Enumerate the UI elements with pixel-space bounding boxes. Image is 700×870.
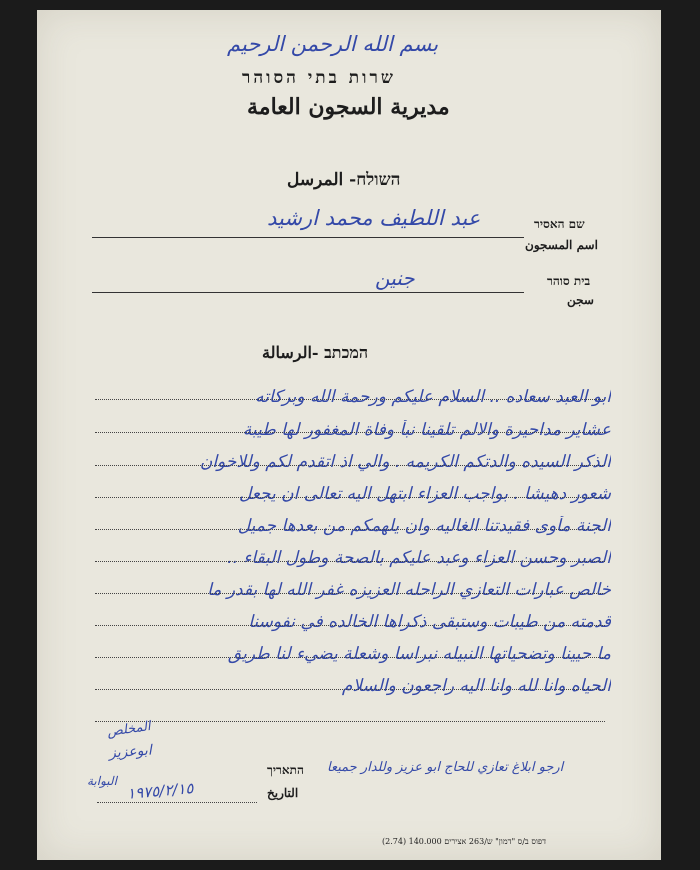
signature-name: ابوعزيز	[108, 742, 153, 762]
basmala-handwritten: بسم الله الرحمن الرحيم	[227, 32, 439, 56]
arabic-org-name: مديرية السجون العامة	[247, 94, 450, 120]
family-condolence-note: ارجو ابلاغ تعازي للحاج ابو عزيز وللدار جميعا	[327, 760, 564, 775]
prisoner-name-label-ar: اسم المسجون	[525, 238, 598, 252]
date-note: البوابة	[87, 774, 117, 788]
letter-ruled-line	[95, 465, 605, 466]
letter-line: ابو العبد سعاده .. السلام عليكم ورحمة الله وبركاته	[255, 387, 611, 407]
letter-ruled-line	[95, 689, 605, 690]
letter-line: الحياه وانا لله وانا اليه راجعون والسلام	[341, 676, 611, 696]
letter-line: خالص عبارات التعازي الراحله العزيزه غفر الله لها بقدر ما	[207, 580, 611, 600]
letter-line: قدمته من طيبات وستبقى ذكراها الخالده في نفوسنا	[248, 612, 611, 632]
date-line	[97, 802, 257, 803]
prison-label-he: בית סוהר	[547, 274, 591, 288]
print-info: דפוס ב/ס "דמון" ש/263 אצירים 140.000 (2.74)	[382, 837, 546, 846]
signature-title: المخلص	[106, 719, 152, 740]
sender-heading: השולח- المرسل	[287, 170, 401, 190]
letter-ruled-line	[95, 625, 605, 626]
letter-heading: המכתב -الرسالة	[262, 343, 369, 362]
letter-ruled-line	[95, 593, 605, 594]
letter-line: ما حيينا وتضحياتها النبيله نبراسا وشعلة يضيء لنا طريق	[227, 644, 611, 664]
prisoner-name-value: عبد اللطيف محمد ارشيد	[267, 206, 481, 230]
date-label-he: התאריך	[267, 763, 304, 777]
letter-ruled-line	[95, 432, 605, 433]
prison-label-ar: سجن	[567, 293, 594, 307]
letter-ruled-line	[95, 561, 605, 562]
prison-name-value: جنين	[375, 266, 415, 290]
letter-line: عشاير مداحيرة والالم تلقينا نبأ وفاة المغفور لها طيبة	[242, 420, 611, 440]
letter-ruled-line	[95, 399, 605, 400]
letter-line: الذكر السيده والدتكم الكريمه . والي اذ اتقدم لكم وللاخوان	[199, 452, 611, 472]
letter-ruled-line	[95, 657, 605, 658]
prisoner-name-label-he: שם האסיר	[534, 217, 585, 231]
date-label-ar: التاريخ	[267, 786, 299, 800]
letter-form	[37, 10, 661, 860]
letter-ruled-line	[95, 497, 605, 498]
date-value: ١٩٧٥/٢/١٥	[126, 779, 195, 803]
letter-ruled-line	[95, 529, 605, 530]
letter-line: شعور دهيشا . بواجب العزاء ابتهل اليه تعالى ان يجعل	[238, 484, 611, 504]
letter-line: الجنة مأوى فقيدتنا الغاليه وان يلهمكم من بعدها جميل	[237, 516, 611, 536]
hebrew-org-name: שרות בתי הסוהר	[242, 68, 396, 88]
letter-ruled-line	[95, 721, 605, 722]
letter-line: الصبر وحسن العزاء وعبد عليكم بالصحة وطول البقاء ..	[227, 548, 611, 568]
